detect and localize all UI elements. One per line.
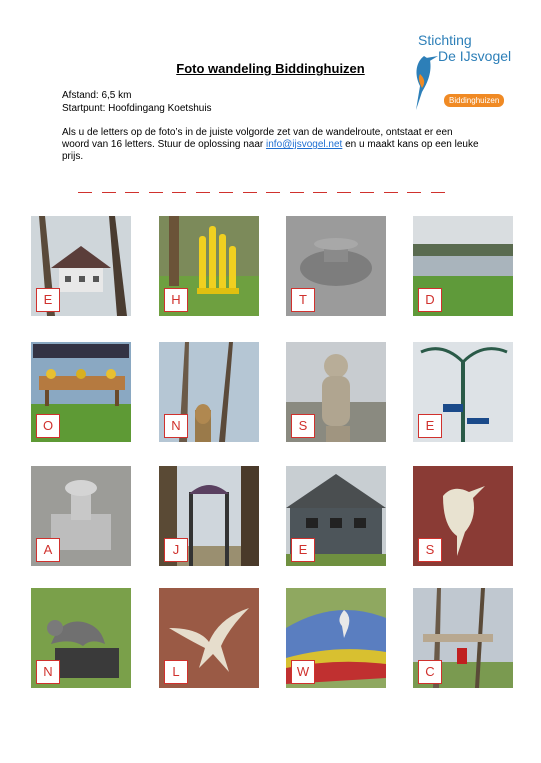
answer-dash [407,192,421,193]
answer-dash [243,192,257,193]
photo-letter: L [164,660,188,684]
logo-badge: Biddinghuizen [444,94,504,107]
photo-lake [413,216,513,316]
answer-dash [78,192,92,193]
answer-dash [149,192,163,193]
logo-line1: Stichting [418,32,472,48]
photo-letter: E [291,538,315,562]
answer-dash [172,192,186,193]
photo-letter: D [418,288,442,312]
photo-letter: E [36,288,60,312]
logo-line2: De IJsvogel [438,48,512,64]
photo-playground [413,588,513,688]
photo-letter: S [291,414,315,438]
photo-street-sign [413,342,513,442]
answer-dash [360,192,374,193]
answer-dash [313,192,327,193]
kingfisher-logo-icon [410,52,440,112]
answer-dash [431,192,445,193]
answer-dash [196,192,210,193]
photo-letter: O [36,414,60,438]
answer-dash [266,192,280,193]
photo-birdhouse-tree [31,216,131,316]
photo-letter: E [418,414,442,438]
photo-mosaic-bench [286,588,386,688]
photo-pergola [159,466,259,566]
answer-dash [384,192,398,193]
intro-before: Als u de letters op de foto’s in de juiste volgorde zet van de wandelroute, ontstaat er een woord van 16 letters. Stuur de oplossing naar [62,127,453,150]
photo-swallow-wall [159,588,259,688]
photo-letter: T [291,288,315,312]
photo-crouching-statue [31,588,131,688]
answer-dash [337,192,351,193]
intro-paragraph [62,127,482,163]
answer-dash [290,192,304,193]
distance-text: Afstand: 6,5 km [62,90,132,101]
answer-dash [219,192,233,193]
page-title: Foto wandeling Biddinghuizen [176,61,365,76]
photo-bollard-plate [286,216,386,316]
photo-yellow-sculpture [159,216,259,316]
photo-kingfisher-wall [413,466,513,566]
photo-letter: C [418,660,442,684]
ijsvogel-logo [410,28,520,112]
photo-letter: A [36,538,60,562]
answer-dash [125,192,139,193]
photo-owl-trees [159,342,259,442]
photo-letter: S [418,538,442,562]
photo-letter: J [164,538,188,562]
photo-mooring-post [31,466,131,566]
intro-after: en u maakt kans op een leuke prijs. [62,139,479,162]
email-link[interactable]: info@ijsvogel.net [266,139,343,150]
photo-stone-statue [286,342,386,442]
answer-dash [102,192,116,193]
photo-letter: H [164,288,188,312]
photo-barn [286,466,386,566]
photo-letter: N [36,660,60,684]
photo-letter: W [291,660,315,684]
photo-welcome-planter [31,342,131,442]
start-point-text: Startpunt: Hoofdingang Koetshuis [62,103,212,114]
photo-letter: N [164,414,188,438]
